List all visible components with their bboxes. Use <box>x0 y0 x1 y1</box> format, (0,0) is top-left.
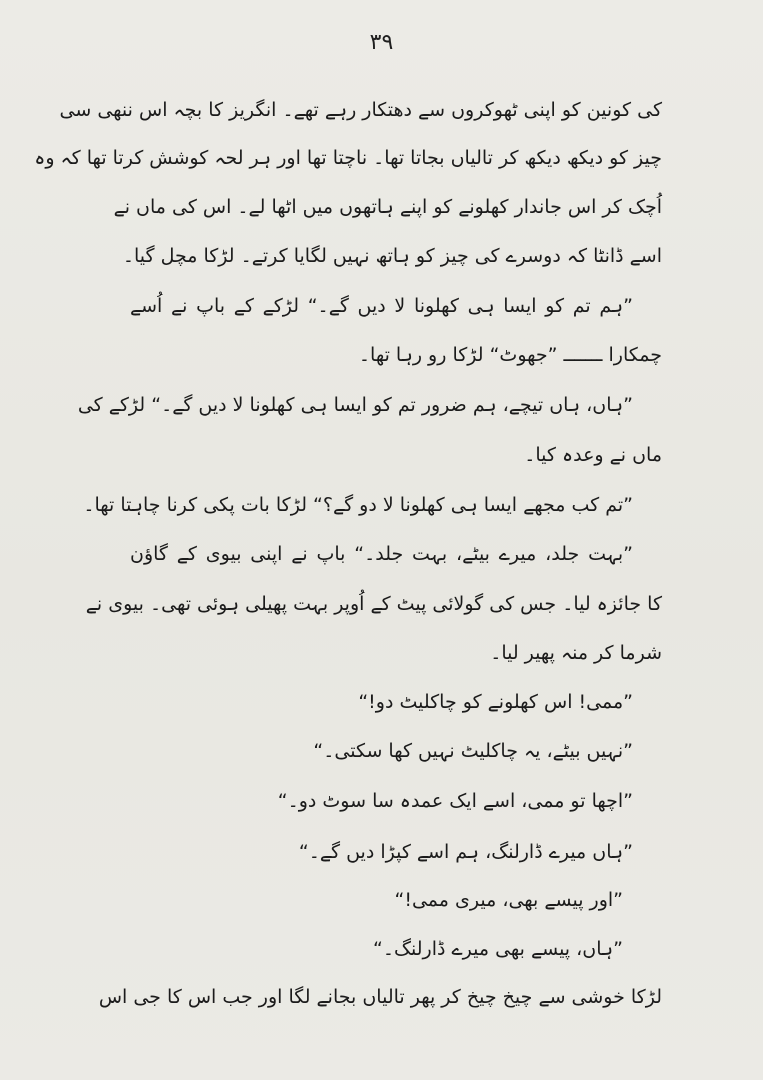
text-line: ماں نے وعدہ کیا۔ <box>524 444 662 466</box>
text-line: لڑکا خوشی سے چیخ چیخ کر پھر تالیاں بجانے لگا اور جب اس کا جی اس <box>98 986 662 1008</box>
text-line: ”بہت جلد، میرے بیٹے، بہت جلد۔“ باپ نے اپنی بیوی کے گاؤن <box>130 543 633 565</box>
text-line: شرما کر منہ پھیر لیا۔ <box>490 642 662 664</box>
text-line: ”ہاں، پیسے بھی میرے ڈارلنگ۔“ <box>373 938 623 960</box>
text-line: ”ہاں، ہاں تیچے، ہم ضرور تم کو ایسا ہی کھلونا لا دیں گے۔“ لڑکے کی <box>77 394 633 416</box>
text-line: کی کونین کو اپنی ٹھوکروں سے دھتکار رہے تھے۔ انگریز کا بچہ اس ننھی سی <box>59 99 662 121</box>
text-line: اسے ڈانٹا کہ دوسرے کی چیز کو ہاتھ نہیں لگایا کرتے۔ لڑکا مچل گیا۔ <box>122 245 662 267</box>
text-line: کا جائزہ لیا۔ جس کی گولائی پیٹ کے اُوپر بہت پھیلی ہوئی تھی۔ بیوی نے <box>85 593 662 615</box>
text-line: ”اچھا تو ممی، اسے ایک عمدہ سا سوٹ دو۔“ <box>277 790 633 812</box>
text-line: ”ہاں میرے ڈارلنگ، ہم اسے کپڑا دیں گے۔“ <box>298 841 633 863</box>
text-line: ”ہم تم کو ایسا ہی کھلونا لا دیں گے۔“ لڑکے کے باپ نے اُسے <box>130 295 633 317</box>
page-number: ۳۹ <box>369 30 394 55</box>
text-line: ”نہیں بیٹے، یہ چاکلیٹ نہیں کھا سکتی۔“ <box>313 740 633 762</box>
text-line: چمکارا ـــــــ ”جھوٹ“ لڑکا رو رہا تھا۔ <box>358 344 662 366</box>
text-line: ”اور پیسے بھی، میری ممی!“ <box>394 889 623 911</box>
text-line: اُچک کر اس جاندار کھلونے کو اپنے ہاتھوں میں اٹھا لے۔ اس کی ماں نے <box>113 196 662 218</box>
text-line: چیز کو دیکھ دیکھ کر تالیاں بجاتا تھا۔ ناچتا تھا اور ہر لحہ کوشش کرتا تھا کہ وہ <box>34 147 662 169</box>
text-line: ”تم کب مجھے ایسا ہی کھلونا لا دو گے؟“ لڑکا بات پکی کرنا چاہتا تھا۔ <box>83 494 633 516</box>
text-line: ”ممی! اس کھلونے کو چاکلیٹ دو!“ <box>358 691 633 713</box>
